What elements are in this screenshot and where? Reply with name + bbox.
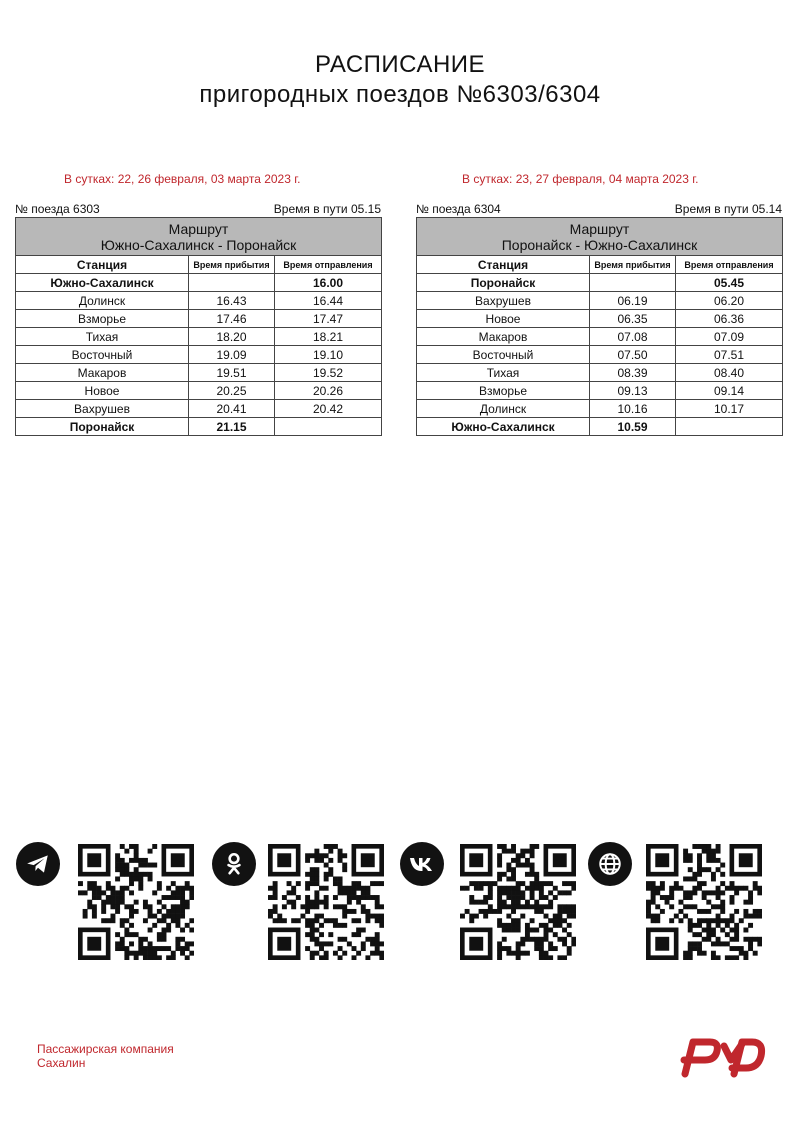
- arrival-cell: 07.50: [590, 346, 676, 364]
- page-title-block: [0, 50, 800, 110]
- col-departure: Время отправления: [676, 256, 783, 274]
- globe-icon[interactable]: [588, 842, 632, 886]
- station-cell: Взморье: [16, 310, 189, 328]
- travel-time: Время в пути 05.15: [273, 202, 381, 216]
- schedule-table: [15, 217, 382, 436]
- arrival-cell: 21.15: [189, 418, 275, 436]
- station-cell: Новое: [417, 310, 590, 328]
- schedule-table: [416, 217, 783, 436]
- arrival-cell: 20.25: [189, 382, 275, 400]
- timetable-header: [15, 202, 381, 217]
- route-label: Маршрут: [569, 221, 630, 237]
- station-cell: Тихая: [16, 328, 189, 346]
- station-cell: Макаров: [16, 364, 189, 382]
- departure-cell: 16.00: [275, 274, 382, 292]
- station-cell: Южно-Сахалинск: [16, 274, 189, 292]
- timetable-6303: [15, 202, 381, 436]
- dates-right: В сутках: 23, 27 февраля, 04 марта 2023 г.: [462, 172, 699, 186]
- table-row: [417, 364, 783, 382]
- col-station: Станция: [417, 256, 590, 274]
- company-line-2: Сахалин: [37, 1056, 86, 1070]
- station-cell: Макаров: [417, 328, 590, 346]
- departure-cell: 09.14: [676, 382, 783, 400]
- arrival-cell: 17.46: [189, 310, 275, 328]
- departure-cell: 06.36: [676, 310, 783, 328]
- station-cell: Взморье: [417, 382, 590, 400]
- table-row: [417, 274, 783, 292]
- station-cell: Тихая: [417, 364, 590, 382]
- odnoklassniki-icon[interactable]: [212, 842, 256, 886]
- route-name: Южно-Сахалинск - Поронайск: [100, 237, 297, 253]
- table-row: [16, 382, 382, 400]
- arrival-cell: 06.35: [590, 310, 676, 328]
- arrival-cell: 16.43: [189, 292, 275, 310]
- arrival-cell: 06.19: [590, 292, 676, 310]
- arrival-cell: 07.08: [590, 328, 676, 346]
- page-title: РАСПИСАНИЕ: [314, 51, 486, 78]
- social-links-row: [0, 836, 800, 966]
- dates-left: В сутках: 22, 26 февраля, 03 марта 2023 г.: [64, 172, 301, 186]
- arrival-cell: 19.09: [189, 346, 275, 364]
- col-station: Станция: [16, 256, 189, 274]
- table-row: [417, 328, 783, 346]
- departure-cell: 20.26: [275, 382, 382, 400]
- qr-code-telegram[interactable]: [78, 844, 194, 960]
- table-row: [417, 382, 783, 400]
- station-cell: Южно-Сахалинск: [417, 418, 590, 436]
- station-cell: Поронайск: [417, 274, 590, 292]
- station-cell: Вахрушев: [417, 292, 590, 310]
- timetable-header: [416, 202, 782, 217]
- qr-code-odnoklassniki[interactable]: [268, 844, 384, 960]
- arrival-cell: 08.39: [590, 364, 676, 382]
- departure-cell: 17.47: [275, 310, 382, 328]
- departure-cell: 05.45: [676, 274, 783, 292]
- arrival-cell: 09.13: [590, 382, 676, 400]
- station-cell: Поронайск: [16, 418, 189, 436]
- telegram-icon[interactable]: [16, 842, 60, 886]
- departure-cell: 20.42: [275, 400, 382, 418]
- arrival-cell: 20.41: [189, 400, 275, 418]
- arrival-cell: 18.20: [189, 328, 275, 346]
- route-name: Поронайск - Южно-Сахалинск: [501, 237, 698, 253]
- departure-cell: [275, 418, 382, 436]
- table-row: [417, 400, 783, 418]
- departure-cell: 07.51: [676, 346, 783, 364]
- table-row: [16, 400, 382, 418]
- table-row: [16, 292, 382, 310]
- departure-cell: 18.21: [275, 328, 382, 346]
- station-cell: Долинск: [417, 400, 590, 418]
- arrival-cell: [590, 274, 676, 292]
- departure-cell: 16.44: [275, 292, 382, 310]
- station-cell: Долинск: [16, 292, 189, 310]
- qr-code-website[interactable]: [646, 844, 762, 960]
- qr-code-vk[interactable]: [460, 844, 576, 960]
- departure-cell: 08.40: [676, 364, 783, 382]
- departure-cell: 07.09: [676, 328, 783, 346]
- table-row: [16, 346, 382, 364]
- station-cell: Вахрушев: [16, 400, 189, 418]
- departure-cell: 06.20: [676, 292, 783, 310]
- table-row: [16, 274, 382, 292]
- table-row: [16, 328, 382, 346]
- arrival-cell: [189, 274, 275, 292]
- page-subtitle: пригородных поездов №6303/6304: [199, 81, 601, 108]
- rzd-logo: [676, 1034, 768, 1083]
- col-arrival: Время прибытия: [590, 256, 676, 274]
- train-number: № поезда 6303: [15, 202, 100, 216]
- table-row: [417, 292, 783, 310]
- departure-cell: 19.10: [275, 346, 382, 364]
- travel-time: Время в пути 05.14: [674, 202, 782, 216]
- table-row: [16, 418, 382, 436]
- company-line-1: Пассажирская компания: [37, 1042, 174, 1056]
- station-cell: Восточный: [16, 346, 189, 364]
- col-departure: Время отправления: [275, 256, 382, 274]
- station-cell: Восточный: [417, 346, 590, 364]
- company-name: [37, 1042, 174, 1070]
- arrival-cell: 19.51: [189, 364, 275, 382]
- route-header: [16, 218, 382, 256]
- station-cell: Новое: [16, 382, 189, 400]
- col-arrival: Время прибытия: [189, 256, 275, 274]
- table-row: [417, 346, 783, 364]
- arrival-cell: 10.16: [590, 400, 676, 418]
- departure-cell: 10.17: [676, 400, 783, 418]
- table-row: [417, 418, 783, 436]
- table-row: [16, 364, 382, 382]
- departure-cell: [676, 418, 783, 436]
- train-number: № поезда 6304: [416, 202, 501, 216]
- route-header: [417, 218, 783, 256]
- arrival-cell: 10.59: [590, 418, 676, 436]
- departure-cell: 19.52: [275, 364, 382, 382]
- table-row: [16, 310, 382, 328]
- vk-icon[interactable]: [400, 842, 444, 886]
- table-row: [417, 310, 783, 328]
- route-label: Маршрут: [168, 221, 229, 237]
- timetable-6304: [416, 202, 782, 436]
